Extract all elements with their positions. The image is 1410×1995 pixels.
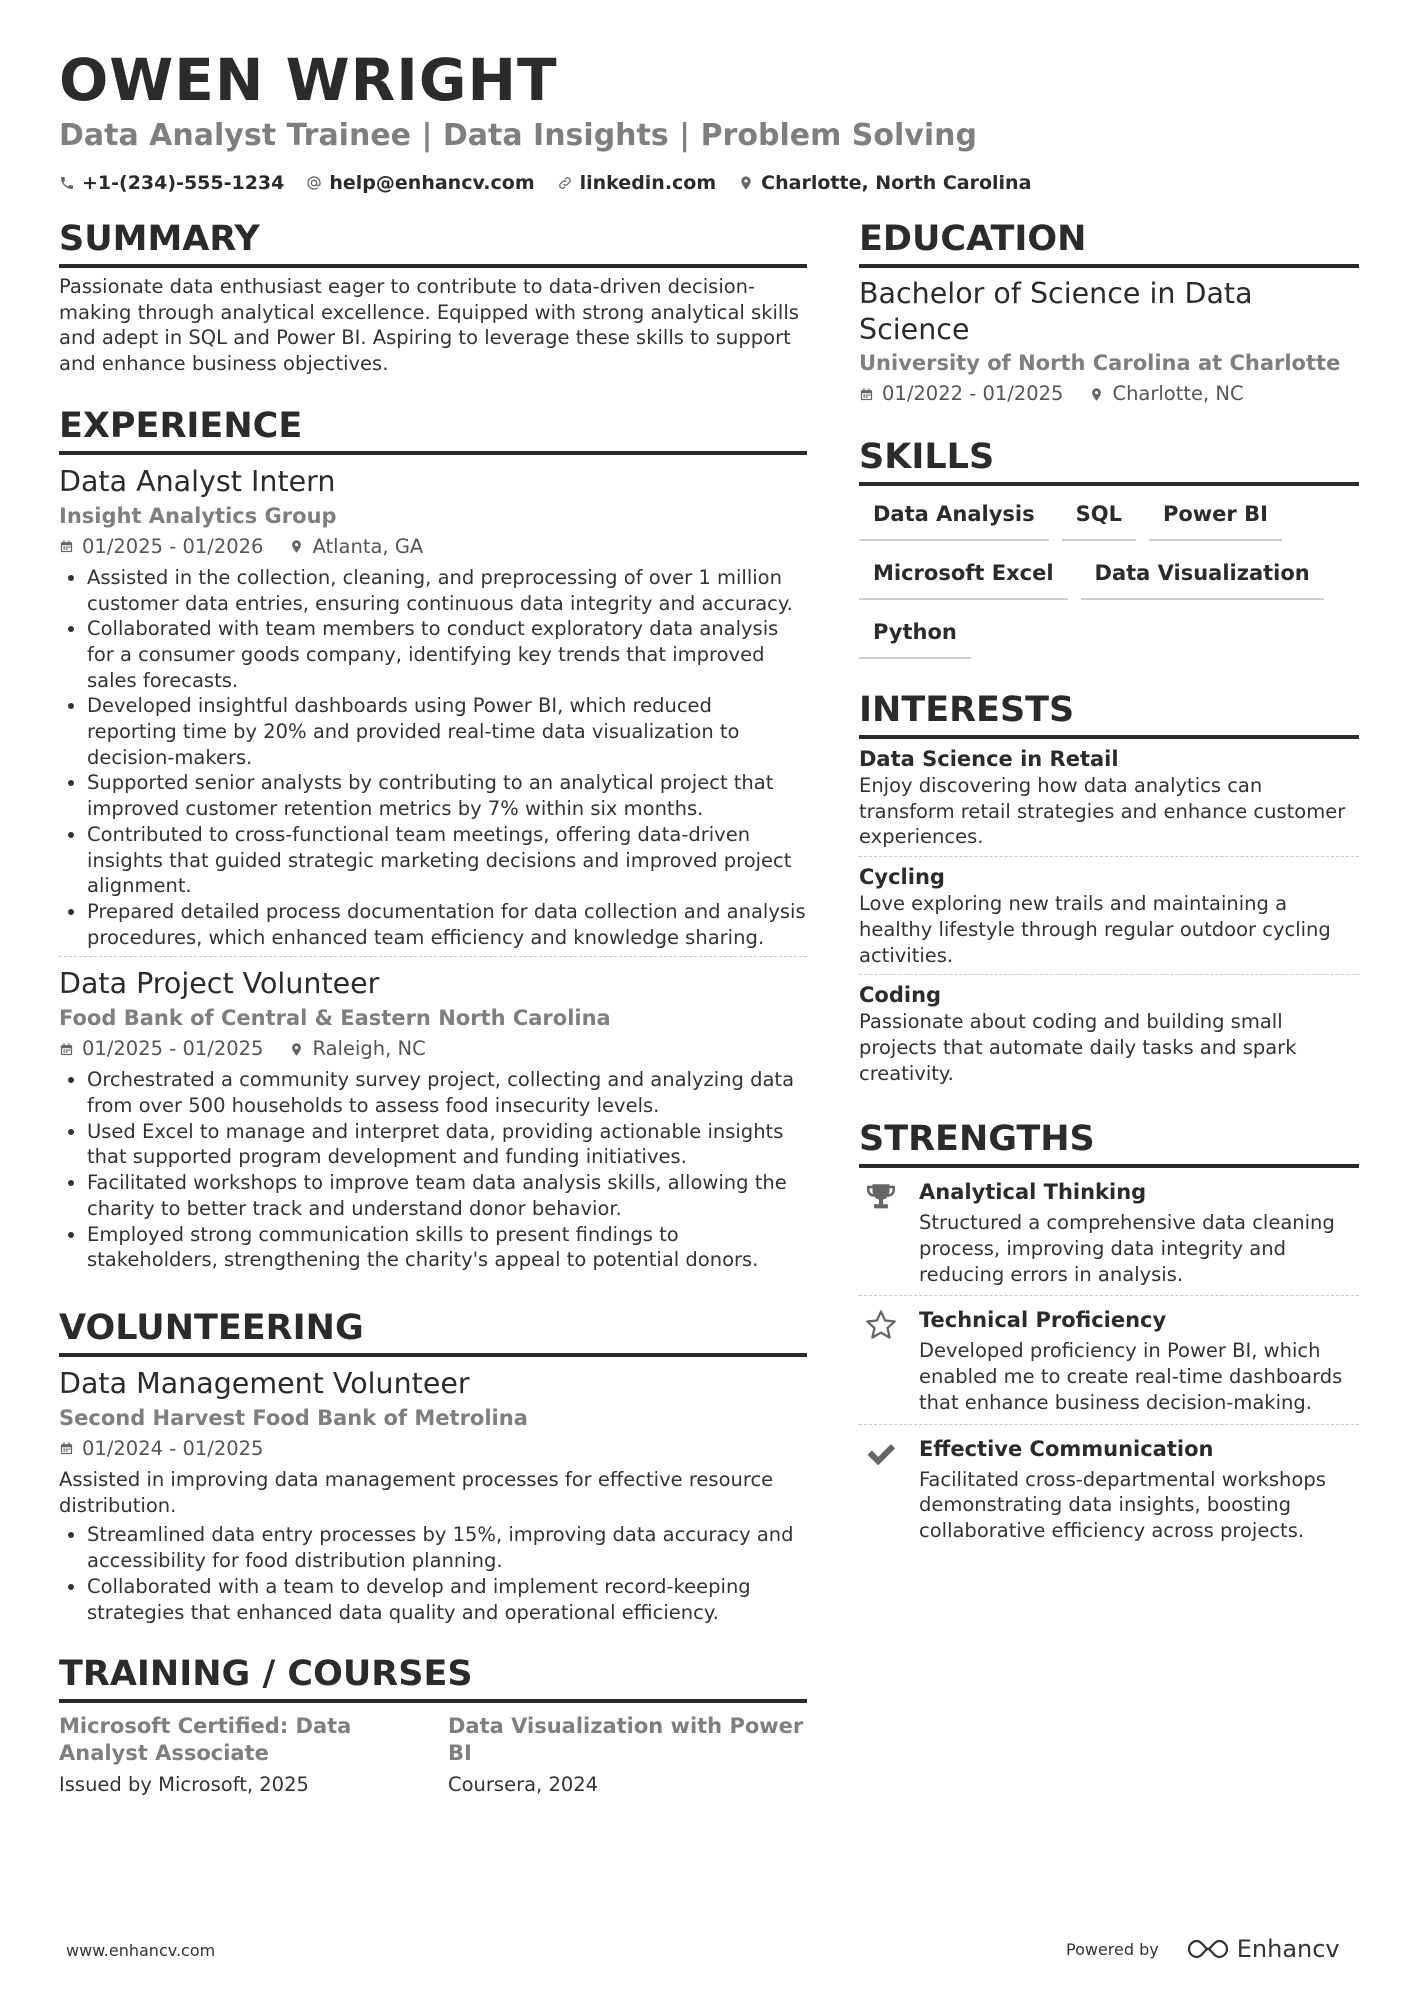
training-issuer: Coursera, 2024 [448, 1773, 599, 1797]
volunteer-meta [59, 1435, 807, 1463]
strength-title: Technical Proficiency [919, 1308, 1167, 1333]
interest-title: Data Science in Retail [859, 747, 1119, 771]
training-name: Microsoft Certified: Data Analyst Associate [59, 1714, 352, 1766]
interests-section [859, 687, 1359, 1092]
bullet-item: • Streamlined data entry processes by 15%, improving data accuracy and accessibility for food distribution planning. [87, 1522, 807, 1573]
contact-email[interactable] [306, 170, 534, 196]
bullet-item: • Facilitated workshops to improve team data analysis skills, allowing the charity to better track and understand donor behavior. [87, 1170, 807, 1221]
calendar-icon [59, 1042, 74, 1057]
location-pin-icon [738, 175, 754, 191]
interest-text: Enjoy discovering how data analytics can transform retail strategies and enhance customer experiences. [859, 774, 1346, 849]
bullet-item: • Prepared detailed process documentation for data collection and analysis procedures, which enhanced team efficiency and knowledge sharing. [87, 899, 807, 950]
calendar-icon [59, 1441, 74, 1456]
strength-title: Analytical Thinking [919, 1180, 1147, 1205]
interest-item [859, 857, 1359, 975]
strength-icon-wrap [859, 1178, 903, 1287]
location-pin-icon [1089, 387, 1104, 402]
bullet-item: • Used Excel to manage and interpret data, providing actionable insights that supported program development and funding initiatives. [87, 1119, 807, 1170]
education-dates [859, 380, 1063, 408]
trophy-icon [864, 1180, 898, 1214]
training-issuer: Issued by Microsoft, 2025 [59, 1773, 309, 1797]
interest-item [859, 975, 1359, 1092]
job-dates [59, 533, 263, 561]
job-meta [59, 533, 807, 561]
summary-text: Passionate data enthusiast eager to contribute to data-driven decision-making through analytical excellence. Equipped with strong analytical skills and adept in SQL and Power BI. Aspiring to leverage these skills to support and enhance business objectives. [59, 275, 799, 376]
volunteer-dates [59, 1435, 263, 1463]
volunteer-org: Second Harvest Food Bank of Metrolina [59, 1405, 528, 1430]
education-dates-text: 01/2022 - 01/2025 [882, 382, 1064, 405]
skills-list [859, 492, 1359, 669]
candidate-name: OWEN WRIGHT [59, 46, 558, 114]
bullet-item: • Employed strong communication skills to present findings to stakeholders, strengthening the charity's appeal to potential donors. [87, 1222, 807, 1273]
brand-logo[interactable] [1185, 1935, 1340, 1963]
contact-linkedin[interactable] [557, 170, 717, 196]
job-title: Data Analyst Intern [59, 464, 336, 498]
strength-text: Facilitated cross-departmental workshops demonstrating data insights, boosting collaborative efficiency across projects. [919, 1467, 1326, 1542]
job-dates-text: 01/2025 - 01/2025 [82, 1037, 264, 1061]
location-pin-icon [289, 539, 304, 554]
phone-text: +1-(234)-555-1234 [82, 172, 285, 194]
at-icon [306, 175, 322, 191]
company-name: Insight Analytics Group [59, 503, 337, 528]
bullet-item: • Developed insightful dashboards using Power BI, which reduced reporting time by 20% and provided real-time data visualization to decision-makers. [87, 693, 807, 770]
calendar-icon [859, 387, 874, 402]
linkedin-text: linkedin.com [579, 172, 717, 194]
interests-heading: INTERESTS [859, 687, 1359, 739]
strength-text: Structured a comprehensive data cleaning process, improving data integrity and reducing errors in analysis. [919, 1211, 1335, 1286]
enhancv-logo-icon [1185, 1936, 1231, 1962]
job-bullets [59, 565, 807, 951]
checkmark-icon [864, 1437, 898, 1471]
right-column [859, 216, 1359, 1570]
skill-tag: Data Visualization [1081, 551, 1324, 600]
strength-content [919, 1178, 1359, 1287]
strength-text: Developed proficiency in Power BI, which enabled me to create real-time dashboards that enhance business decision-making. [919, 1339, 1343, 1414]
brand-name: Enhancv [1236, 1935, 1340, 1963]
bullet-item: • Contributed to cross-functional team meetings, offering data-driven insights that guided strategic marketing decisions and improved project alignment. [87, 822, 807, 899]
email-text: help@enhancv.com [329, 172, 535, 194]
interest-text: Passionate about coding and building small projects that automate daily tasks and spark creativity. [859, 1010, 1297, 1085]
degree-title: Bachelor of Science in Data Science [859, 277, 1253, 346]
job-dates [59, 1035, 263, 1063]
strength-item [859, 1296, 1359, 1424]
skill-tag: Microsoft Excel [859, 551, 1068, 600]
experience-item [59, 965, 807, 1279]
left-column [59, 216, 807, 1817]
education-heading: EDUCATION [859, 216, 1359, 268]
summary-section [59, 216, 807, 377]
footer-website[interactable]: www.enhancv.com [66, 1941, 216, 1960]
bullet-item: • Collaborated with a team to develop and implement record-keeping strategies that enhanced data quality and operational efficiency. [87, 1574, 807, 1625]
strength-item [859, 1168, 1359, 1296]
training-item [59, 1713, 418, 1799]
education-meta [859, 380, 1359, 408]
job-location [289, 533, 423, 561]
interest-item [859, 739, 1359, 857]
candidate-tagline: Data Analyst Trainee | Data Insights | Problem Solving [59, 118, 977, 153]
school-name: University of North Carolina at Charlotte [859, 351, 1341, 375]
training-heading: TRAINING / COURSES [59, 1651, 807, 1703]
bullet-item: • Collaborated with team members to conduct exploratory data analysis for a consumer goods company, identifying key trends that improved sales forecasts. [87, 616, 807, 693]
interest-title: Coding [859, 983, 942, 1008]
contact-phone[interactable] [59, 170, 284, 196]
strength-icon-wrap [859, 1435, 903, 1544]
education-location [1089, 380, 1243, 408]
contact-location [738, 170, 1031, 196]
training-name: Data Visualization with Power BI [448, 1714, 804, 1766]
strength-content [919, 1435, 1359, 1544]
skill-tag: SQL [1062, 492, 1136, 541]
location-pin-icon [289, 1042, 304, 1057]
volunteering-section [59, 1305, 807, 1625]
job-location [289, 1035, 425, 1063]
bullet-item: • Assisted in the collection, cleaning, and preprocessing of over 1 million customer data entries, ensuring continuous data integrity and accuracy. [87, 565, 807, 616]
strength-item [859, 1425, 1359, 1552]
skills-section [859, 434, 1359, 669]
calendar-icon [59, 539, 74, 554]
strength-icon-wrap [859, 1306, 903, 1415]
job-meta [59, 1035, 807, 1063]
volunteering-heading: VOLUNTEERING [59, 1305, 807, 1357]
footer-branding [1066, 1935, 1340, 1963]
training-item [448, 1713, 807, 1799]
link-icon [557, 175, 573, 191]
strengths-section [859, 1116, 1359, 1551]
volunteer-bullets [59, 1522, 807, 1625]
interest-text: Love exploring new trails and maintaining a healthy lifestyle through regular outdoor cycling activities. [859, 892, 1331, 967]
strengths-heading: STRENGTHS [859, 1116, 1359, 1168]
volunteer-dates-text: 01/2024 - 01/2025 [82, 1436, 264, 1460]
job-location-text: Atlanta, GA [312, 534, 424, 558]
training-list [59, 1713, 807, 1799]
skill-tag: Data Analysis [859, 492, 1049, 541]
location-text: Charlotte, North Carolina [761, 172, 1032, 194]
job-title: Data Project Volunteer [59, 967, 380, 1001]
contact-bar [59, 170, 1031, 196]
job-location-text: Raleigh, NC [312, 1037, 426, 1061]
education-section [859, 216, 1359, 408]
job-bullets [59, 1067, 807, 1273]
experience-section [59, 403, 807, 1279]
experience-item [59, 463, 807, 958]
strength-content [919, 1306, 1359, 1415]
skill-tag: Python [859, 610, 971, 659]
experience-heading: EXPERIENCE [59, 403, 807, 455]
volunteer-role: Data Management Volunteer [59, 1366, 470, 1400]
star-icon [864, 1308, 898, 1342]
skill-tag: Power BI [1149, 492, 1282, 541]
job-dates-text: 01/2025 - 01/2026 [82, 534, 264, 558]
training-section [59, 1651, 807, 1799]
interest-title: Cycling [859, 865, 945, 890]
bullet-item: • Supported senior analysts by contributing to an analytical project that improved customer retention metrics by 7% within six months. [87, 770, 807, 821]
skills-heading: SKILLS [859, 434, 1359, 486]
strength-title: Effective Communication [919, 1436, 1214, 1461]
phone-icon [59, 175, 75, 191]
bullet-item: • Orchestrated a community survey project, collecting and analyzing data from over 500 households to assess food insecurity levels. [87, 1067, 807, 1118]
powered-by-text: Powered by [1066, 1939, 1159, 1959]
education-location-text: Charlotte, NC [1112, 382, 1244, 405]
volunteer-description: Assisted in improving data management processes for effective resource distribution. [59, 1467, 774, 1517]
summary-heading: SUMMARY [59, 216, 807, 268]
company-name: Food Bank of Central & Eastern North Carolina [59, 1006, 611, 1031]
